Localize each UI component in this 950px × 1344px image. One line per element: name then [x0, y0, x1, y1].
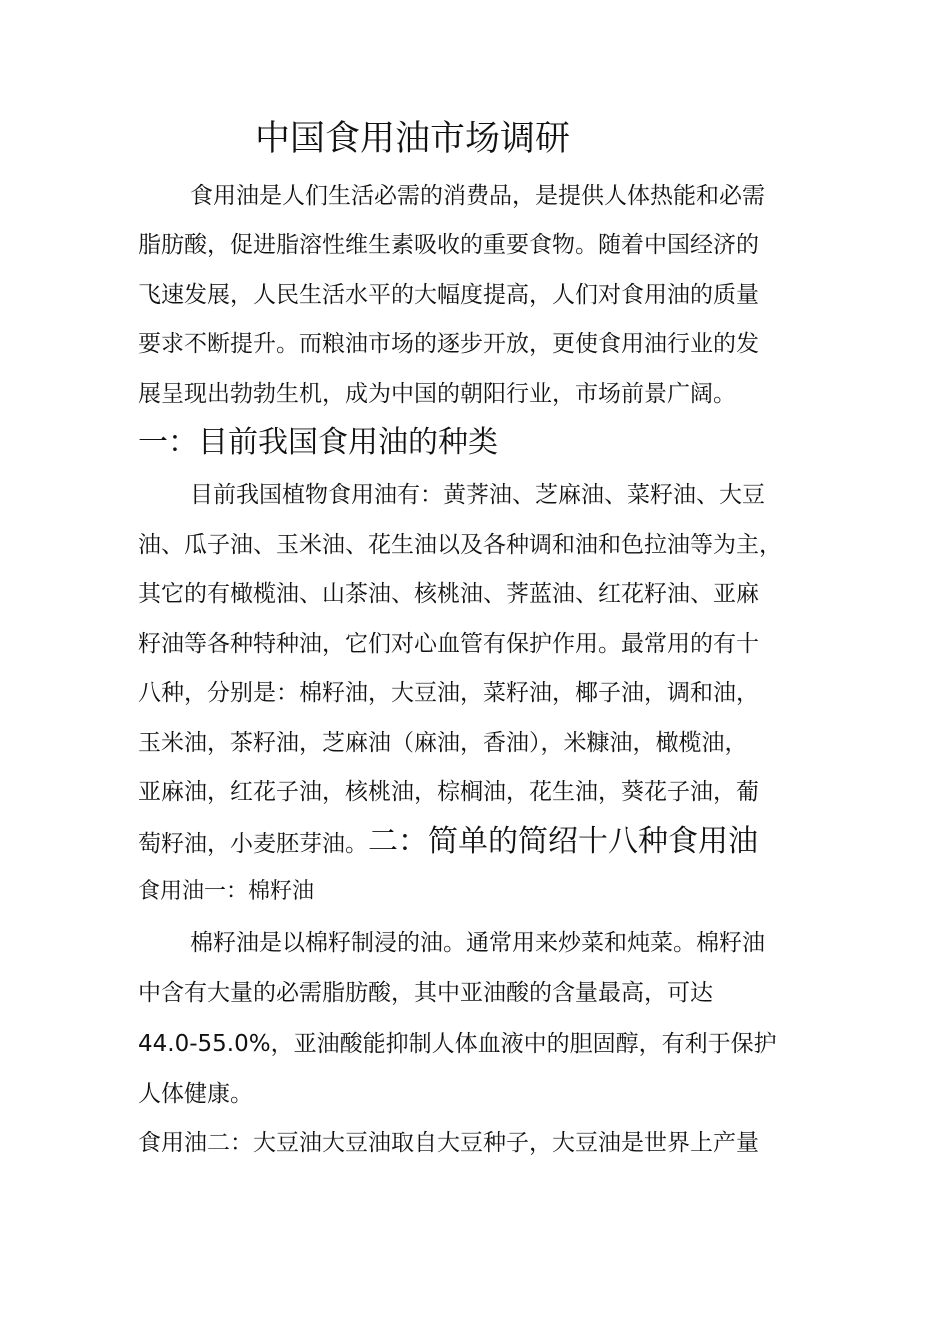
intro-line-5: 展呈现出勃勃生机，成为中国的朝阳行业，市场前景广阔。	[138, 381, 736, 407]
section1-line-2: 油、瓜子油、玉米油、花生油以及各种调和油和色拉油等为主，	[138, 532, 782, 558]
oil1-line-4: 人体健康。	[138, 1081, 253, 1107]
section1-line-1: 目前我国植物食用油有：黄荠油、芝麻油、菜籽油、大豆	[190, 482, 765, 508]
oil1-line-1: 棉籽油是以棉籽制浸的油。通常用来炒菜和炖菜。棉籽油	[190, 930, 765, 956]
section-heading-types: 一：目前我国食用油的种类	[138, 425, 498, 460]
oil2-line-1: 食用油二：大豆油大豆油取自大豆种子，大豆油是世界上产量	[138, 1130, 759, 1156]
section-heading-intro-oils: 二：简单的简绍十八种食用油	[368, 824, 758, 859]
intro-line-4: 要求不断提升。而粮油市场的逐步开放，更使食用油行业的发	[138, 331, 759, 357]
intro-line-1: 食用油是人们生活必需的消费品，是提供人体热能和必需	[190, 183, 765, 209]
oil1-label: 食用油一：棉籽油	[138, 879, 315, 904]
oil1-line-3: 44.0-55.0%，亚油酸能抑制人体血液中的胆固醇，有利于保护	[138, 1031, 777, 1057]
section1-line-7: 亚麻油，红花子油，核桃油，棕榈油，花生油，葵花子油，葡	[138, 779, 759, 805]
intro-line-2: 脂肪酸，促进脂溶性维生素吸收的重要食物。随着中国经济的	[138, 232, 759, 258]
section1-line-6: 玉米油，茶籽油，芝麻油（麻油，香油），米糠油，橄榄油，	[138, 730, 748, 756]
section1-line-3: 其它的有橄榄油、山茶油、核桃油、荠蓝油、红花籽油、亚麻	[138, 581, 759, 607]
section1-line-4: 籽油等各种特种油，它们对心血管有保护作用。最常用的有十	[138, 631, 759, 657]
section1-last-text: 萄籽油，小麦胚芽油。	[138, 831, 368, 857]
page-title: 中国食用油市场调研	[255, 119, 571, 159]
section1-line-5: 八种，分别是：棉籽油，大豆油，菜籽油，椰子油，调和油，	[138, 680, 759, 706]
intro-line-3: 飞速发展，人民生活水平的大幅度提高，人们对食用油的质量	[138, 282, 759, 308]
section1-line-8	[138, 822, 758, 864]
oil1-line-2: 中含有大量的必需脂肪酸，其中亚油酸的含量最高，可达	[138, 980, 713, 1006]
